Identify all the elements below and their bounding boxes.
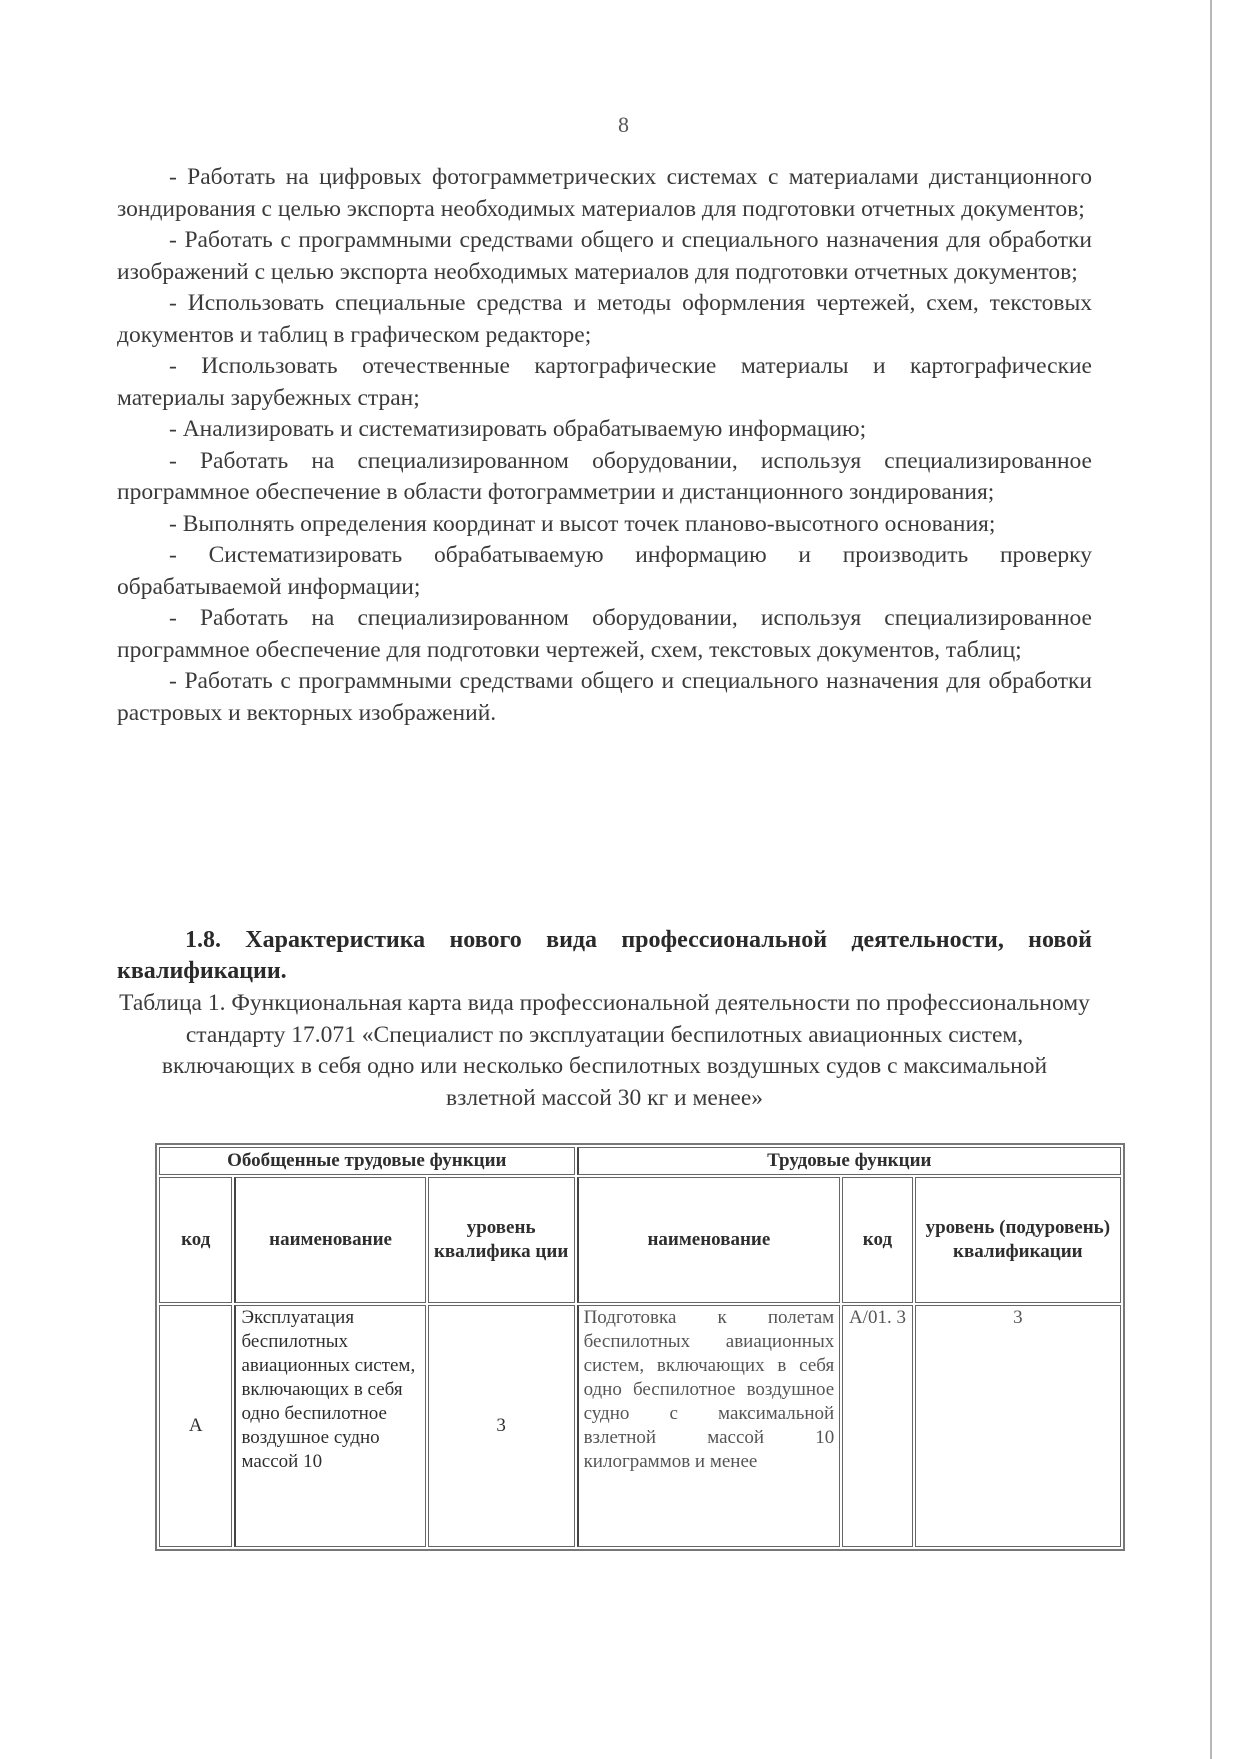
column-header-func-name: наименование bbox=[577, 1177, 841, 1303]
list-item: - Использовать специальные средства и методы оформления чертежей, схем, текстовых документов и таблиц в графическом редакторе; bbox=[117, 290, 1092, 348]
column-header-gen-code: код bbox=[159, 1177, 232, 1303]
table-column-header-row bbox=[159, 1177, 1121, 1303]
group-header-labor: Трудовые функции bbox=[577, 1147, 1121, 1175]
section-heading: 1.8. Характеристика нового вида профессиональной деятельности, новой квалификации. bbox=[117, 927, 1092, 984]
cell-func-code: A/01. 3 bbox=[842, 1305, 912, 1547]
table-caption: Таблица 1. Функциональная карта вида профессиональной деятельности по профессиональному стандарту 17.071 «Специалист по эксплуатации беспилотных авиационных систем, включающих в себя одно или несколько беспилотных воздушных судов с максимальной взлетной массой 30 кг и менее» bbox=[119, 990, 1090, 1111]
group-header-generalized: Обобщенные трудовые функции bbox=[159, 1147, 575, 1175]
skills-list bbox=[117, 162, 1092, 729]
list-item: - Работать на специализированном оборудовании, используя специализированное программное обеспечение в области фотограмметрии и дистанционного зондирования; bbox=[117, 447, 1092, 505]
table-row bbox=[159, 1305, 1121, 1547]
table-group-header-row bbox=[159, 1147, 1121, 1175]
functional-map-table bbox=[155, 1143, 1125, 1551]
column-header-gen-level: уровень квалифика ции bbox=[428, 1177, 575, 1303]
column-header-func-code: код bbox=[842, 1177, 912, 1303]
column-header-func-level: уровень (подуровень) квалификации bbox=[915, 1177, 1121, 1303]
cell-gen-level: 3 bbox=[428, 1305, 575, 1547]
cell-func-name: Подготовка к полетам беспилотных авиационных систем, включающих в себя одно беспилотное воздушное судно с максимальной взлетной массой 10 килограммов и менее bbox=[577, 1305, 841, 1547]
list-item: - Выполнять определения координат и высот точек планово-высотного основания; bbox=[169, 510, 996, 537]
list-item: - Систематизировать обрабатываемую информацию и производить проверку обрабатываемой информации; bbox=[117, 542, 1092, 600]
cell-func-level: 3 bbox=[915, 1305, 1121, 1547]
list-item: - Работать на специализированном оборудовании, используя специализированное программное обеспечение для подготовки чертежей, схем, текстовых документов, таблиц; bbox=[117, 605, 1092, 663]
cell-gen-name: Эксплуатация беспилотных авиационных систем, включающих в себя одно беспилотное воздушное судно массой 10 bbox=[234, 1305, 425, 1547]
list-item: - Работать с программными средствами общего и специального назначения для обработки растровых и векторных изображений. bbox=[117, 668, 1092, 726]
page-number: 8 bbox=[618, 112, 629, 137]
cell-gen-code: А bbox=[159, 1305, 232, 1547]
list-item: - Использовать отечественные картографические материалы и картографические материалы зарубежных стран; bbox=[117, 353, 1092, 411]
list-item: - Работать с программными средствами общего и специального назначения для обработки изображений с целью экспорта необходимых материалов для подготовки отчетных документов; bbox=[117, 227, 1092, 285]
column-header-gen-name: наименование bbox=[234, 1177, 425, 1303]
list-item: - Анализировать и систематизировать обрабатываемую информацию; bbox=[169, 416, 867, 442]
list-item: - Работать на цифровых фотограмметрических системах с материалами дистанционного зондирования с целью экспорта необходимых материалов для подготовки отчетных документов; bbox=[117, 164, 1092, 222]
page-edge-line bbox=[1210, 0, 1212, 1759]
